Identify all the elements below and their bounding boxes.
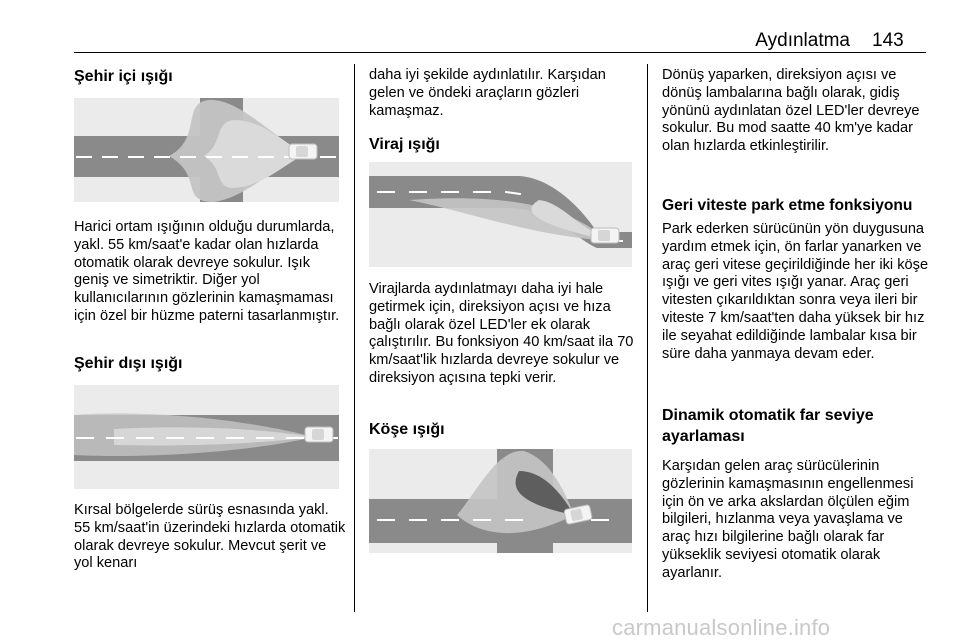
car-icon [591, 228, 619, 243]
car-icon [305, 427, 333, 442]
city-light-diagram [74, 98, 339, 202]
country-light-description: Kırsal bölgelerde sürüş esnasında yakl. 55 km/saat'in üzerindeki hızlarda otomatik olarak devreye sokulur. Mevcut şerit ve yol kenarı [74, 502, 346, 572]
dynamic-leveling-description: Karşıdan gelen araç sürücülerinin gözlerinin kamaşmasının engellenmesi için ön ve arka akslardan ölçülen eğim bilgileri, hızlanma veya yavaşlama ve araç hızı bilgilerine bağlı olarak far yükseklik seviyesi otomatik olarak ayarlanır. [662, 458, 914, 581]
lane-markings [76, 437, 338, 439]
section-heading-reverse-parking: Geri viteste park etme fonksiyonu [662, 197, 913, 214]
section-heading-corner-light: Köşe ışığı [369, 421, 445, 438]
corner-light-illustration [369, 449, 632, 553]
country-light-illustration [74, 385, 339, 489]
corner-light-diagram [369, 449, 632, 553]
curve-light-description: Virajlarda aydınlatmayı daha iyi hale getirmek için, direksiyon açısı ve hıza bağlı olarak özel LED'ler ek olarak çalıştırılır. Bu fonksiyon 40 km/saat ila 70 km/saat'lik hızlarda devreye sokulur ve direksiyon açısına tepki verir. [369, 281, 634, 386]
column-divider [647, 64, 648, 612]
page-number: 143 [872, 30, 904, 51]
city-light-illustration [74, 98, 339, 202]
corner-light-description: Dönüş yaparken, direksiyon açısı ve dönüş lambalarına bağlı olarak, gidiş yönünü aydınlatan özel LED'ler devreye sokulur. Bu mod saatte 40 km'ye kadar olan hızlarda etkinleştirilir. [662, 67, 920, 155]
section-heading-city-light: Şehir içi ışığı [74, 68, 173, 85]
chapter-title: Aydınlatma [755, 30, 850, 51]
curve-light-diagram [369, 162, 632, 267]
watermark: carmanualsonline.info [612, 615, 831, 640]
column-divider [354, 64, 355, 612]
country-light-description-continued: daha iyi şekilde aydınlatılır. Karşıdan gelen ve öndeki araçların gözleri kamaşmaz. [369, 67, 606, 119]
section-heading-dynamic-leveling: Dinamik otomatik far seviye ayarlaması [662, 407, 874, 445]
header-rule [74, 52, 926, 53]
section-heading-country-light: Şehir dışı ışığı [74, 355, 183, 372]
reverse-parking-description: Park ederken sürücünün yön duygusuna yardım etmek için, ön farlar yanarken ve araç geri vitese geçirildiğinde her iki köşe ışığı ve geri vites ışığı yanar. Araç geri vitesten çıkarıldıktan sonra veya ileri bir viteste 7 km/saat'ten daha yüksek bir hız ile seyahat edildiğinde lambalar kısa bir süre daha yanmaya devam eder. [662, 221, 929, 362]
section-heading-curve-light: Viraj ışığı [369, 136, 440, 153]
car-icon [289, 144, 317, 159]
city-light-description: Harici ortam ışığının olduğu durumlarda, yakl. 55 km/saat'e kadar olan hızlarda otomatik olarak devreye sokulur. Işık geniş ve simetriktir. Diğer yol kullanıcılarının gözlerinin kamaşmaması için özel bir hüzme paterni tasarlanmıştır. [74, 219, 340, 324]
country-light-diagram [74, 385, 339, 489]
curve-light-illustration [369, 162, 632, 267]
